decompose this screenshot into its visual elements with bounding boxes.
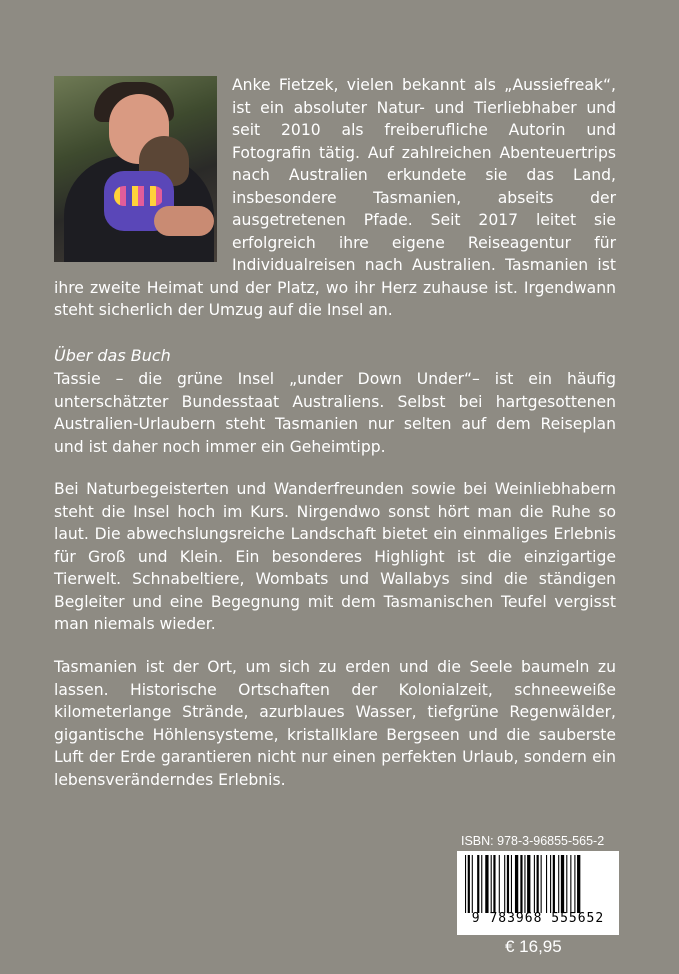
barcode-bar (570, 855, 571, 913)
barcode-bar (481, 855, 482, 913)
barcode-bar (491, 855, 492, 913)
barcode-bar (485, 855, 488, 913)
barcode-bar (472, 855, 473, 913)
barcode-bar (465, 855, 466, 913)
barcode (457, 851, 619, 935)
isbn-label: ISBN: 978-3-96855-565-2 (461, 834, 605, 848)
barcode-bar (515, 855, 518, 913)
barcode-bar (499, 855, 500, 913)
book-paragraph-3: Tasmanien ist der Ort, um sich zu erden und die Seele baumeln zu lassen. Historische Ortschaften der Kolonialzeit, schneeweiße kilometerlange Strände, azurblaues Wasser, tiefgrüne Regenwälder, gigantische Höhlensysteme, kristallklare Bergseen und die sauberste Luft der Erde garantieren nicht nur einen perfekten Urlaub, sondern ein lebensveränderndes Erlebnis. (54, 658, 616, 789)
barcode-bar (541, 855, 542, 913)
barcode-bar (511, 855, 512, 913)
barcode-bars (463, 855, 613, 913)
author-bio (54, 74, 621, 322)
book-paragraph-1: Tassie – die grüne Insel „under Down Under“– ist ein häufig unterschätzter Bundesstaat Australiens. Selbst bei hartgesottenen Australien-Urlaubern steht Tasmanien nur selten auf dem Reiseplan und ist daher noch immer ein Geheimtipp. (54, 370, 616, 456)
barcode-bar (553, 855, 555, 913)
section-heading: Über das Buch (54, 346, 171, 365)
barcode-bar (477, 855, 479, 913)
barcode-bar (524, 855, 525, 913)
barcode-bar (537, 855, 539, 913)
book-paragraph-2: Bei Naturbegeisterten und Wanderfreunden sowie bei Weinliebhabern steht die Insel hoch im Kurs. Nirgendwo sonst hört man die Ruhe so laut. Die abwechslungsreiche Landschaft bietet ein einmaliges Erlebnis für Groß und Klein. Ein besonderes Highlight ist die einzigartige Tierwelt. Schnabeltiere, Wombats und Wallabys sind die ständigen Begleiter und eine Begegnung mit dem Tasmanischen Teufel vergisst man niemals wieder. (54, 480, 616, 633)
barcode-bar (534, 855, 535, 913)
barcode-bar (566, 855, 567, 913)
barcode-bar (527, 855, 530, 913)
author-bio-text: Anke Fietzek, vielen bekannt als „Aussiefreak“, ist ein absoluter Natur- und Tierliebhaber und seit 2010 als freiberufliche Autorin und Fotografin tätig. Auf zahlreichen Abenteuertrips nach Australien erkundete sie das Land, insbesondere Tasmanien, abseits der ausgetretenen Pfade. Seit 2017 leitet sie erfolgreich ihre eigene Reiseagentur für Individualreisen nach Australien. Tasmanien ist ihre zweite Heimat und der Platz, wo ihr Herz zuhause ist. Irgendwann steht sicherlich der Umzug auf die Insel an. (54, 76, 621, 319)
barcode-bar (520, 855, 522, 913)
barcode-bar (493, 855, 495, 913)
barcode-digits: 9 783968 555652 (471, 911, 605, 926)
barcode-bar (577, 855, 580, 913)
barcode-bar (504, 855, 505, 913)
barcode-bar (550, 855, 551, 913)
barcode-bar (507, 855, 509, 913)
barcode-bar (558, 855, 559, 913)
barcode-bar (561, 855, 564, 913)
barcode-bar (574, 855, 575, 913)
barcode-bar (546, 855, 547, 913)
barcode-bar (468, 855, 470, 913)
price: € 16,95 (505, 937, 562, 956)
